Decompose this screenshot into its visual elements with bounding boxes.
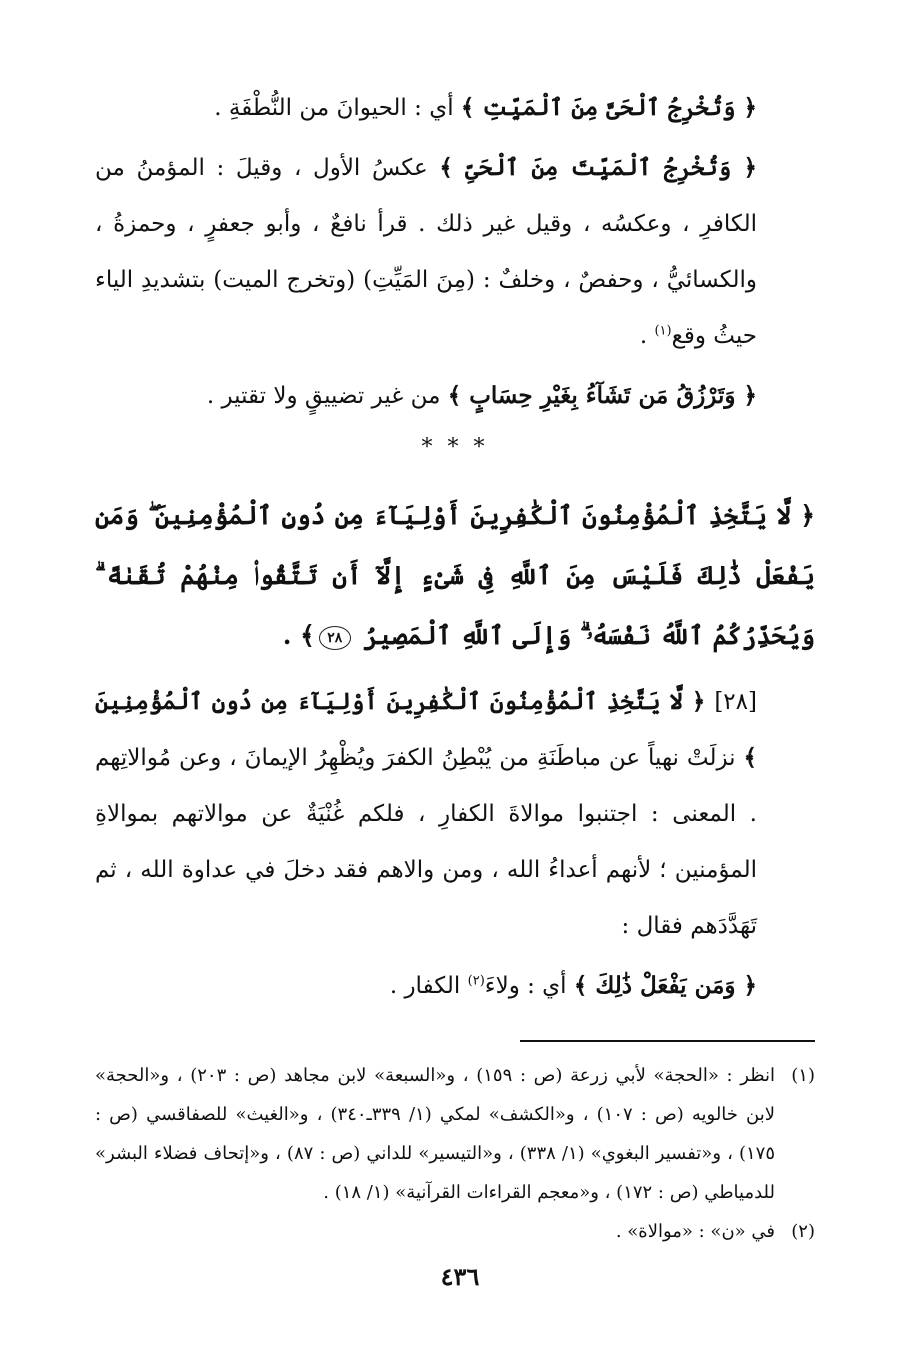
end-mark: . bbox=[639, 323, 655, 349]
commentary-text: أي : الحيوانَ من النُّطْفَةِ . bbox=[214, 95, 461, 121]
paragraph-3 bbox=[95, 368, 815, 424]
paragraph-1 bbox=[95, 80, 815, 136]
commentary-text: أي : ولاءَ bbox=[484, 973, 574, 999]
verse-number: [٢٨] bbox=[714, 689, 757, 715]
footnote-2 bbox=[95, 1212, 815, 1251]
footnote-text: انظر : «الحجة» لأبي زرعة (ص : ١٥٩) ، و«السبعة» لابن مجاهد (ص : ٢٠٣) ، و«الحجة» لابن خالويه (ص : ١٠٧) ، و«الكشف» لمكي (١/ ٣٣٩ـ٣٤٠) ، و«الغيث» للصفاقسي (ص : ١٧٥) ، و«تفسير البغوي» (١/ ٣٣٨) ، و«التيسير» للداني (ص : ٨٧) ، و«إتحاف فضلاء البشر» للدمياطي (ص : ١٧٢) ، و«معجم القراءات القرآنية» (١/ ١٨) . bbox=[95, 1065, 776, 1203]
page-body bbox=[95, 80, 815, 1251]
commentary-text: نزلَتْ نهياً عن مباطَنَةِ من يُبْطِنُ الكفرَ ويُظْهِرُ الإيمانَ ، وعن مُوالاتِهم . المعنى : اجتنبوا موالاةَ الكفارِ ، فلكم غُنْيَةٌ عن موالاتهم بموالاةِ المؤمنين ؛ لأنهم أعداءُ الله ، ومن والاهم فقد دخلَ في عداوة الله ، ثم تَهَدَّدَهم فقال : bbox=[95, 745, 757, 939]
footnote-text: في «ن» : «موالاة» . bbox=[615, 1221, 775, 1242]
paragraph-2 bbox=[95, 140, 815, 364]
paragraph-5 bbox=[95, 958, 815, 1014]
footnote-number: (١) bbox=[791, 1065, 815, 1086]
quran-quote: ﴿ وَمَن يَفْعَلْ ذَٰلِكَ ﴾ bbox=[573, 972, 757, 999]
quran-quote: ﴿ وَتُخْرِجُ ٱلْحَىَّ مِنَ ٱلْمَيِّتِ ﴾ bbox=[460, 94, 757, 121]
footnote-ref-1[interactable]: (١) bbox=[654, 323, 672, 339]
commentary-text: الكفار . bbox=[389, 973, 468, 999]
quran-verse-block bbox=[95, 486, 815, 666]
commentary-text: من غير تضييقٍ ولا تقتير . bbox=[206, 383, 448, 409]
quran-quote: ﴿ لَّا يَتَّخِذِ ٱلْمُؤْمِنُونَ ٱلْكَٰفِرِينَ أَوْلِيَآءَ مِن دُونِ ٱلْمُؤْمِنِينَ ﴾ bbox=[95, 688, 757, 771]
section-separator: * * * bbox=[421, 435, 489, 460]
footnote-divider bbox=[520, 1040, 815, 1042]
quran-verse-end: ﴾ . bbox=[282, 621, 315, 650]
quran-quote: ﴿ وَتُخْرِجُ ٱلْمَيِّتَ مِنَ ٱلْحَىِّ ﴾ bbox=[439, 154, 757, 181]
quran-quote: ﴿ وَتَرْزُقُ مَن تَشَآءُ بِغَيْرِ حِسَابٍ ﴾ bbox=[447, 382, 757, 409]
footnote-1 bbox=[95, 1056, 815, 1212]
commentary-text: عكسُ الأول ، وقيلَ : المؤمنُ من الكافرِ ، وعكسُه ، وقيل غير ذلك . قرأ نافعٌ ، وأبو جعفرٍ ، وحمزةُ ، والكسائيُّ ، وحفصٌ ، وخلفٌ : (مِنَ المَيِّتِ) (وتخرج الميت) بتشديدِ الياء حيثُ وقع bbox=[95, 155, 757, 349]
footnote-number: (٢) bbox=[791, 1221, 815, 1242]
paragraph-4 bbox=[95, 674, 815, 954]
quran-verse-text: ﴿ لَّا يَتَّخِذِ ٱلْمُؤْمِنُونَ ٱلْكَٰفِرِينَ أَوْلِيَآءَ مِن دُونِ ٱلْمُؤْمِنِينَ ۖ وَمَن يَفْعَلْ ذَٰلِكَ فَلَيْسَ مِنَ ٱللَّهِ فِى شَىْءٍ إِلَّآ أَن تَتَّقُوا۟ مِنْهُمْ تُقَىٰةً ۗ وَيُحَذِّرُكُمُ ٱللَّهُ نَفْسَهُۥ ۗ وَإِلَى ٱللَّهِ ٱلْمَصِيرُ bbox=[95, 501, 815, 650]
page-number: ٤٣٦ bbox=[440, 1262, 480, 1291]
footnote-ref-2[interactable]: (٢) bbox=[467, 973, 485, 989]
ayah-number-marker: ٢٨ bbox=[319, 626, 351, 650]
